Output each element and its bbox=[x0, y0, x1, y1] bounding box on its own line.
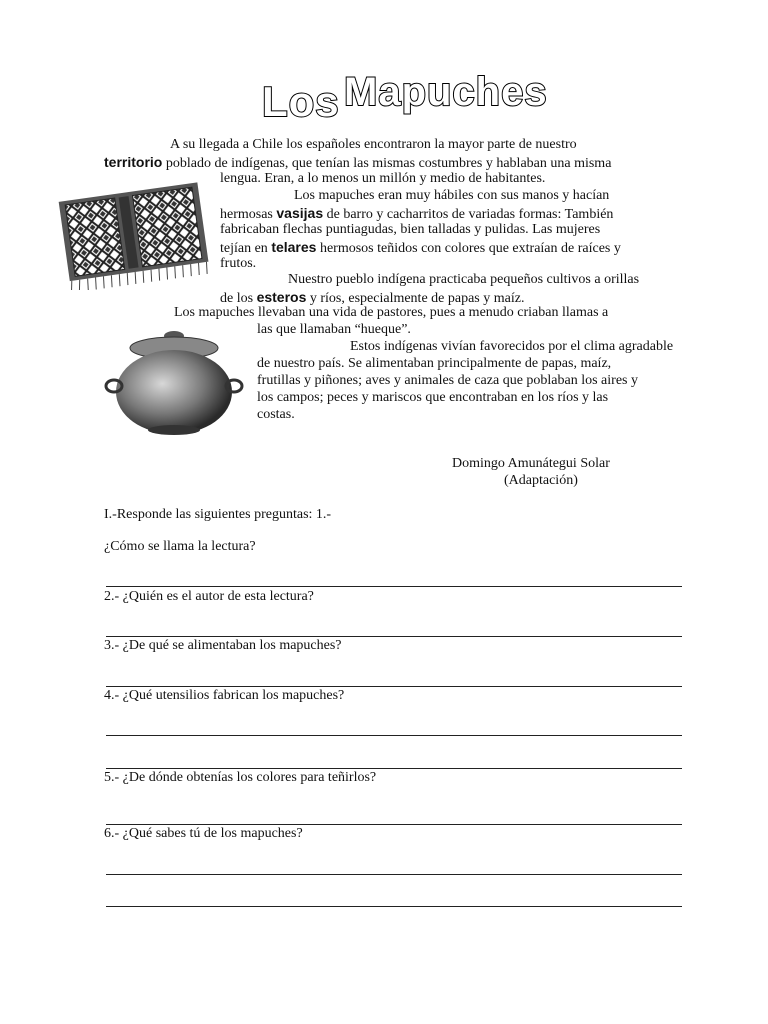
author-name: Domingo Amunátegui Solar bbox=[452, 456, 610, 471]
woven-textile-illustration bbox=[52, 180, 212, 290]
clay-pot-illustration bbox=[104, 326, 244, 438]
adaptation-note: (Adaptación) bbox=[504, 473, 578, 488]
text-line: frutos. bbox=[220, 256, 257, 271]
text-line: lengua. Eran, a lo menos un millón y medio de habitantes. bbox=[220, 171, 546, 186]
text-fragment: poblado de indígenas, que tenían las mismas costumbres y hablaban una misma bbox=[162, 156, 612, 171]
title-word-mapuches: Mapuches bbox=[344, 70, 548, 114]
question-5: 5.- ¿De dónde obtenías los colores para teñirlos? bbox=[104, 770, 377, 785]
text-line bbox=[220, 205, 613, 223]
keyword-vasijas: vasijas bbox=[276, 205, 324, 221]
text-line: Los mapuches llevaban una vida de pastores, pues a menudo criaban llamas a bbox=[174, 305, 609, 320]
question-1: ¿Cómo se llama la lectura? bbox=[104, 539, 256, 554]
answer-line-1[interactable] bbox=[106, 586, 682, 587]
question-3: 3.- ¿De qué se alimentaban los mapuches? bbox=[104, 638, 342, 653]
text-fragment: hermosas bbox=[220, 207, 277, 222]
answer-line-4a[interactable] bbox=[106, 735, 682, 736]
text-fragment: de los bbox=[220, 291, 257, 306]
question-4: 4.- ¿Qué utensilios fabrican los mapuches? bbox=[104, 688, 345, 703]
text-line: frutillas y piñones; aves y animales de caza que poblaban los aires y bbox=[257, 373, 638, 388]
text-fragment: hermosos teñidos con colores que extraían de raíces y bbox=[316, 241, 621, 256]
answer-line-6a[interactable] bbox=[106, 874, 682, 875]
keyword-esteros: esteros bbox=[256, 289, 307, 305]
text-line: A su llegada a Chile los españoles encontraron la mayor parte de nuestro bbox=[170, 137, 577, 152]
text-line: Estos indígenas vivían favorecidos por el clima agradable bbox=[350, 339, 674, 354]
text-line: de nuestro país. Se alimentaban principalmente de papas, maíz, bbox=[257, 356, 612, 371]
text-line: Nuestro pueblo indígena practicaba pequeños cultivos a orillas bbox=[288, 272, 640, 287]
title-word-los: Los bbox=[262, 78, 340, 125]
answer-line-3[interactable] bbox=[106, 686, 682, 687]
text-line: costas. bbox=[257, 407, 295, 422]
question-6: 6.- ¿Qué sabes tú de los mapuches? bbox=[104, 826, 303, 841]
keyword-telares: telares bbox=[271, 239, 317, 255]
text-line: las que llamaban “hueque”. bbox=[257, 322, 411, 337]
text-fragment: tejían en bbox=[220, 241, 272, 256]
answer-line-4b[interactable] bbox=[106, 768, 682, 769]
text-fragment: de barro y cacharritos de variadas formas: También bbox=[323, 207, 614, 222]
keyword-territorio: territorio bbox=[104, 154, 163, 170]
answer-line-5[interactable] bbox=[106, 824, 682, 825]
questions-intro: I.-Responde las siguientes preguntas: 1.- bbox=[104, 507, 332, 522]
text-line bbox=[220, 239, 621, 257]
question-2: 2.- ¿Quién es el autor de esta lectura? bbox=[104, 589, 314, 604]
answer-line-6b[interactable] bbox=[106, 906, 682, 907]
text-line: los campos; peces y mariscos que encontraban en los ríos y las bbox=[257, 390, 609, 405]
answer-line-2[interactable] bbox=[106, 636, 682, 637]
text-fragment: y ríos, especialmente de papas y maíz. bbox=[306, 291, 525, 306]
text-line: Los mapuches eran muy hábiles con sus manos y hacían bbox=[294, 188, 610, 203]
text-line bbox=[104, 154, 611, 172]
text-line: fabricaban flechas puntiagudas, bien talladas y pulidas. Las mujeres bbox=[220, 222, 601, 237]
